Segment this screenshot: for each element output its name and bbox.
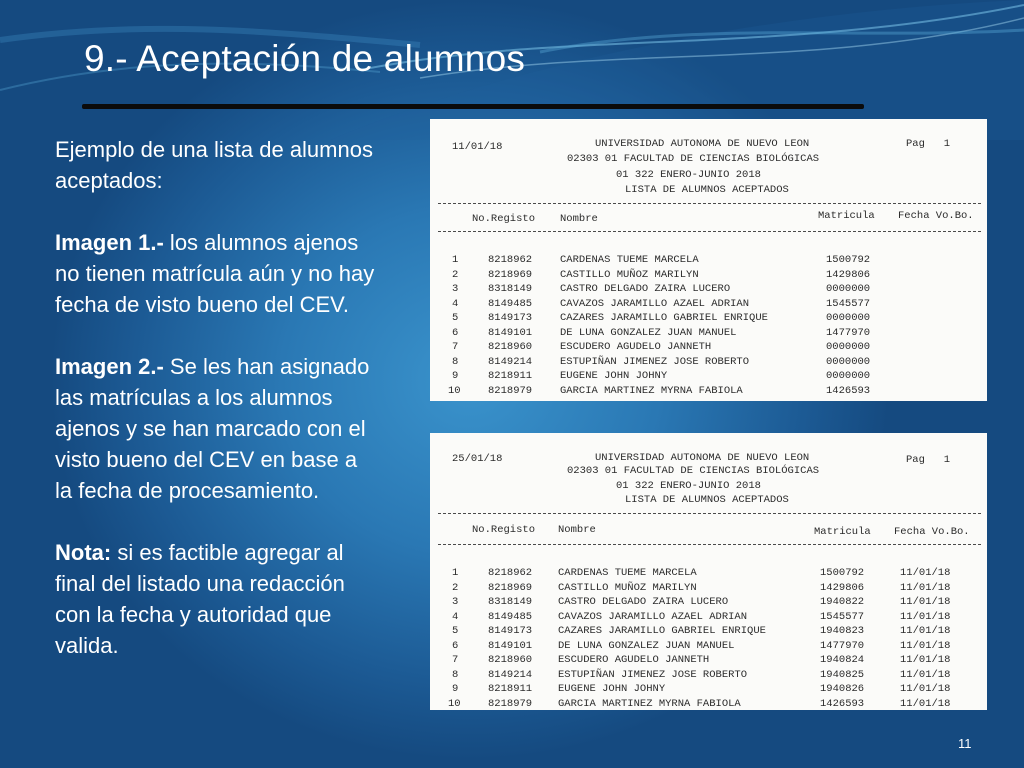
row-matricula: 1426593: [820, 697, 865, 710]
row-registro: 8218962: [488, 567, 533, 579]
table-row: [430, 283, 987, 297]
scanned-list-image-2: [430, 433, 987, 710]
row-fecha: 11/01/18: [900, 596, 951, 608]
row-number: 8: [452, 668, 459, 681]
table-row: [430, 312, 987, 326]
table-row: [430, 611, 987, 625]
row-matricula: 0000000: [826, 370, 871, 382]
dashed-separator: [438, 203, 981, 204]
row-matricula: 1940826: [820, 683, 865, 695]
intro-paragraph: [55, 134, 380, 196]
table-row: [430, 582, 987, 596]
report-university: UNIVERSIDAD AUTONOMA DE NUEVO LEON: [595, 452, 810, 464]
row-nombre: EUGENE JOHN JOHNY: [560, 370, 668, 382]
report-period: 01 322 ENERO-JUNIO 2018: [616, 480, 761, 492]
row-number: 4: [452, 297, 459, 310]
report-list-title: LISTA DE ALUMNOS ACEPTADOS: [625, 184, 789, 196]
header-registro: No.Registo: [472, 524, 536, 536]
row-registro: 8149173: [488, 625, 533, 637]
row-registro: 8149101: [488, 326, 533, 339]
row-nombre: GARCIA MARTINEZ MYRNA FABIOLA: [560, 384, 743, 397]
row-nombre: CASTILLO MUÑOZ MARILYN: [558, 581, 697, 594]
row-matricula: 0000000: [826, 355, 871, 368]
table-row: [430, 669, 987, 683]
row-registro: 8318149: [488, 596, 533, 608]
report-faculty: 02303 01 FACULTAD DE CIENCIAS BIOLÓGICAS: [567, 465, 820, 477]
row-number: 1: [452, 567, 459, 579]
row-registro: 8218979: [488, 384, 533, 397]
row-matricula: 1940824: [820, 654, 865, 666]
image2-paragraph: [55, 351, 380, 506]
dashed-separator: [438, 513, 981, 514]
row-matricula: 1940822: [820, 596, 865, 608]
header-fecha: Fecha Vo.Bo.: [898, 210, 974, 222]
row-matricula: 1500792: [820, 567, 865, 579]
row-fecha: 11/01/18: [900, 654, 951, 666]
row-number: 6: [452, 639, 459, 652]
row-matricula: 0000000: [826, 341, 871, 353]
row-fecha: 11/01/18: [900, 639, 951, 652]
table-row: [430, 327, 987, 341]
row-number: 7: [452, 654, 459, 666]
row-nombre: DE LUNA GONZALEZ JUAN MANUEL: [558, 639, 735, 652]
row-nombre: CARDENAS TUEME MARCELA: [558, 567, 697, 579]
row-number: 1: [452, 254, 459, 266]
row-number: 7: [452, 341, 459, 353]
image2-label: Imagen 2.-: [55, 354, 164, 379]
row-fecha: 11/01/18: [900, 683, 951, 695]
row-registro: 8218960: [488, 654, 533, 666]
row-registro: 8149485: [488, 297, 533, 310]
row-registro: 8149173: [488, 312, 533, 324]
row-nombre: CAZARES JARAMILLO GABRIEL ENRIQUE: [560, 312, 768, 324]
row-nombre: CAVAZOS JARAMILLO AZAEL ADRIAN: [558, 610, 748, 623]
description-text: [55, 134, 380, 692]
dashed-separator: [438, 231, 981, 232]
table-row: [430, 269, 987, 283]
row-number: 10: [448, 384, 461, 397]
report-list-title: LISTA DE ALUMNOS ACEPTADOS: [625, 494, 789, 506]
row-registro: 8149214: [488, 355, 533, 368]
row-nombre: CAVAZOS JARAMILLO AZAEL ADRIAN: [560, 297, 750, 310]
row-nombre: CASTRO DELGADO ZAIRA LUCERO: [560, 283, 731, 295]
row-matricula: 1940823: [820, 625, 865, 637]
row-nombre: ESTUPIÑAN JIMENEZ JOSE ROBERTO: [558, 668, 748, 681]
report-page: Pag 1: [906, 454, 951, 466]
row-number: 10: [448, 697, 461, 710]
row-matricula: 1545577: [826, 297, 871, 310]
row-nombre: ESCUDERO AGUDELO JANNETH: [560, 341, 712, 353]
header-nombre: Nombre: [560, 213, 598, 225]
row-registro: 8218979: [488, 697, 533, 710]
row-fecha: 11/01/18: [900, 581, 951, 594]
row-matricula: 0000000: [826, 312, 871, 324]
row-number: 2: [452, 581, 459, 594]
image1-label: Imagen 1.-: [55, 230, 164, 255]
report-date: 25/01/18: [452, 453, 503, 465]
row-number: 5: [452, 625, 459, 637]
dashed-separator: [438, 544, 981, 545]
table-row: [430, 341, 987, 355]
row-nombre: ESTUPIÑAN JIMENEZ JOSE ROBERTO: [560, 355, 750, 368]
row-fecha: 11/01/18: [900, 697, 951, 710]
row-matricula: 1500792: [826, 254, 871, 266]
image1-paragraph: [55, 227, 380, 320]
table-row: [430, 370, 987, 384]
row-number: 8: [452, 355, 459, 368]
row-number: 2: [452, 268, 459, 281]
table-row: [430, 254, 987, 268]
table-row: [430, 356, 987, 370]
row-nombre: CASTILLO MUÑOZ MARILYN: [560, 268, 699, 281]
row-nombre: DE LUNA GONZALEZ JUAN MANUEL: [560, 326, 737, 339]
table-row: [430, 683, 987, 697]
row-number: 6: [452, 326, 459, 339]
row-fecha: 11/01/18: [900, 668, 951, 681]
row-number: 5: [452, 312, 459, 324]
row-registro: 8218960: [488, 341, 533, 353]
row-matricula: 1545577: [820, 610, 865, 623]
header-registro: No.Registo: [472, 213, 536, 225]
row-registro: 8218962: [488, 254, 533, 266]
row-matricula: 1426593: [826, 384, 871, 397]
row-nombre: CARDENAS TUEME MARCELA: [560, 254, 699, 266]
table-row: [430, 385, 987, 399]
header-fecha: Fecha Vo.Bo.: [894, 526, 970, 538]
table-row: [430, 640, 987, 654]
row-registro: 8149214: [488, 668, 533, 681]
note-text: si es factible agregar al final del listado una redacción con la fecha y autoridad que valida.: [55, 540, 345, 658]
note-paragraph: [55, 537, 380, 661]
row-number: 3: [452, 596, 459, 608]
row-fecha: 11/01/18: [900, 625, 951, 637]
row-registro: 8149101: [488, 639, 533, 652]
row-matricula: 0000000: [826, 283, 871, 295]
row-matricula: 1940825: [820, 668, 865, 681]
report-date: 11/01/18: [452, 141, 503, 153]
row-registro: 8318149: [488, 283, 533, 295]
row-fecha: 11/01/18: [900, 610, 951, 623]
row-nombre: EUGENE JOHN JOHNY: [558, 683, 666, 695]
row-fecha: 11/01/18: [900, 567, 951, 579]
row-matricula: 1477970: [820, 639, 865, 652]
row-nombre: ESCUDERO AGUDELO JANNETH: [558, 654, 710, 666]
row-number: 9: [452, 370, 459, 382]
table-row: [430, 654, 987, 668]
table-row: [430, 298, 987, 312]
row-registro: 8218969: [488, 581, 533, 594]
scanned-list-image-1: [430, 119, 987, 401]
row-matricula: 1477970: [826, 326, 871, 339]
note-label: Nota:: [55, 540, 112, 565]
table-row: [430, 625, 987, 639]
report-period: 01 322 ENERO-JUNIO 2018: [616, 169, 761, 181]
report-faculty: 02303 01 FACULTAD DE CIENCIAS BIOLÓGICAS: [567, 153, 820, 165]
report-page: Pag 1: [906, 138, 951, 150]
row-nombre: CAZARES JARAMILLO GABRIEL ENRIQUE: [558, 625, 766, 637]
header-matricula: Matricula: [818, 210, 875, 222]
title-underline: [82, 104, 864, 109]
row-registro: 8218969: [488, 268, 533, 281]
row-number: 9: [452, 683, 459, 695]
row-number: 4: [452, 610, 459, 623]
table-row: [430, 698, 987, 711]
slide-title: 9.- Aceptación de alumnos: [84, 38, 526, 79]
row-registro: 8218911: [488, 370, 533, 382]
row-number: 3: [452, 283, 459, 295]
slide-page-number: 11: [958, 736, 972, 751]
report-university: UNIVERSIDAD AUTONOMA DE NUEVO LEON: [595, 138, 810, 150]
row-matricula: 1429806: [820, 581, 865, 594]
row-matricula: 1429806: [826, 268, 871, 281]
table-row: [430, 596, 987, 610]
header-matricula: Matricula: [814, 526, 871, 538]
row-registro: 8218911: [488, 683, 533, 695]
image2-text: Se les han asignado las matrículas a los alumnos ajenos y se han marcado con el visto bueno del CEV en base a la fecha de procesamiento.: [55, 354, 370, 503]
image1-text: los alumnos ajenos no tienen matrícula aún y no hay fecha de visto bueno del CEV.: [55, 230, 375, 317]
table-row: [430, 567, 987, 581]
row-nombre: GARCIA MARTINEZ MYRNA FABIOLA: [558, 697, 741, 710]
header-nombre: Nombre: [558, 524, 596, 536]
row-registro: 8149485: [488, 610, 533, 623]
intro-text: Ejemplo de una lista de alumnos aceptados:: [55, 137, 373, 193]
row-nombre: CASTRO DELGADO ZAIRA LUCERO: [558, 596, 729, 608]
